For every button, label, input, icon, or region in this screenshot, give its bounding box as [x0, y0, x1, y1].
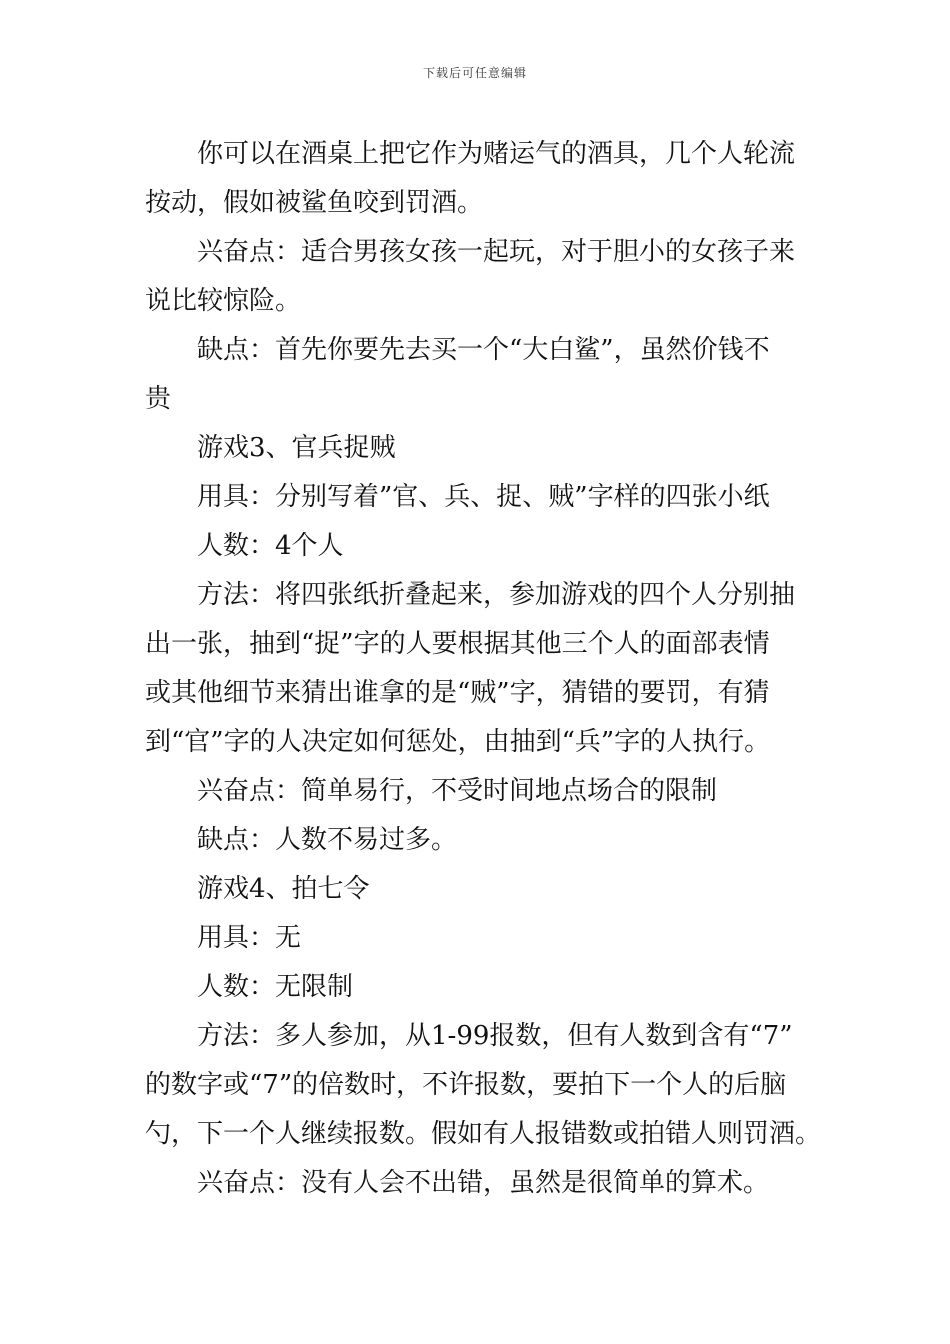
line: 按动，假如被鲨鱼咬到罚酒。 — [145, 188, 484, 218]
line: 兴奋点：没有人会不出错，虽然是很简单的算术。 — [197, 1168, 770, 1198]
paragraph-drawback-game-3 — [145, 816, 810, 865]
line: 兴奋点：简单易行，不受时间地点场合的限制 — [197, 776, 718, 806]
paragraph-players-game-4 — [145, 963, 810, 1012]
paragraph-tools-game-3 — [145, 473, 810, 522]
line: 用具：无 — [197, 923, 302, 953]
line: 方法：多人参加，从1-99报数，但有人数到含有“7” — [197, 1021, 793, 1051]
document-body — [145, 130, 822, 1208]
page-header: 下载后可任意编辑 — [422, 66, 527, 80]
paragraph-excitement-game-3 — [145, 767, 810, 816]
paragraph-excitement-shark — [145, 228, 810, 326]
line: 或其他细节来猜出谁拿的是“贼”字，猜错的要罚，有猜 — [145, 678, 770, 708]
paragraph-drinking-tool — [145, 130, 810, 228]
line: 游戏3、官兵捉贼 — [197, 433, 396, 463]
paragraph-method-game-4 — [145, 1012, 822, 1159]
line: 游戏4、拍七令 — [197, 874, 370, 904]
paragraph-excitement-game-4 — [145, 1159, 810, 1208]
line: 到“官”字的人决定如何惩处，由抽到“兵”字的人执行。 — [145, 727, 771, 757]
line: 说比较惊险。 — [145, 286, 302, 316]
heading-game-4 — [145, 865, 810, 914]
paragraph-drawback-shark — [145, 326, 810, 424]
line: 用具：分别写着”官、兵、捉、贼”字样的四张小纸 — [197, 482, 770, 512]
paragraph-method-game-3 — [145, 571, 810, 767]
line: 人数：4个人 — [197, 531, 344, 561]
line: 缺点：人数不易过多。 — [197, 825, 458, 855]
line: 贵 — [145, 384, 172, 414]
line: 你可以在酒桌上把它作为赌运气的酒具，几个人轮流 — [197, 139, 796, 169]
line: 的数字或“7”的倍数时，不许报数，要拍下一个人的后脑 — [145, 1070, 787, 1100]
paragraph-tools-game-4 — [145, 914, 810, 963]
line: 人数：无限制 — [197, 972, 354, 1002]
line: 兴奋点：适合男孩女孩一起玩，对于胆小的女孩子来 — [197, 237, 796, 267]
paragraph-players-game-3 — [145, 522, 810, 571]
line: 勺，下一个人继续报数。假如有人报错数或拍错人则罚酒。 — [145, 1119, 822, 1149]
line: 缺点：首先你要先去买一个“大白鲨”，虽然价钱不 — [197, 335, 770, 365]
line: 方法：将四张纸折叠起来，参加游戏的四个人分别抽 — [197, 580, 796, 610]
line: 出一张，抽到“捉”字的人要根据其他三个人的面部表情 — [145, 629, 770, 659]
heading-game-3 — [145, 424, 810, 473]
